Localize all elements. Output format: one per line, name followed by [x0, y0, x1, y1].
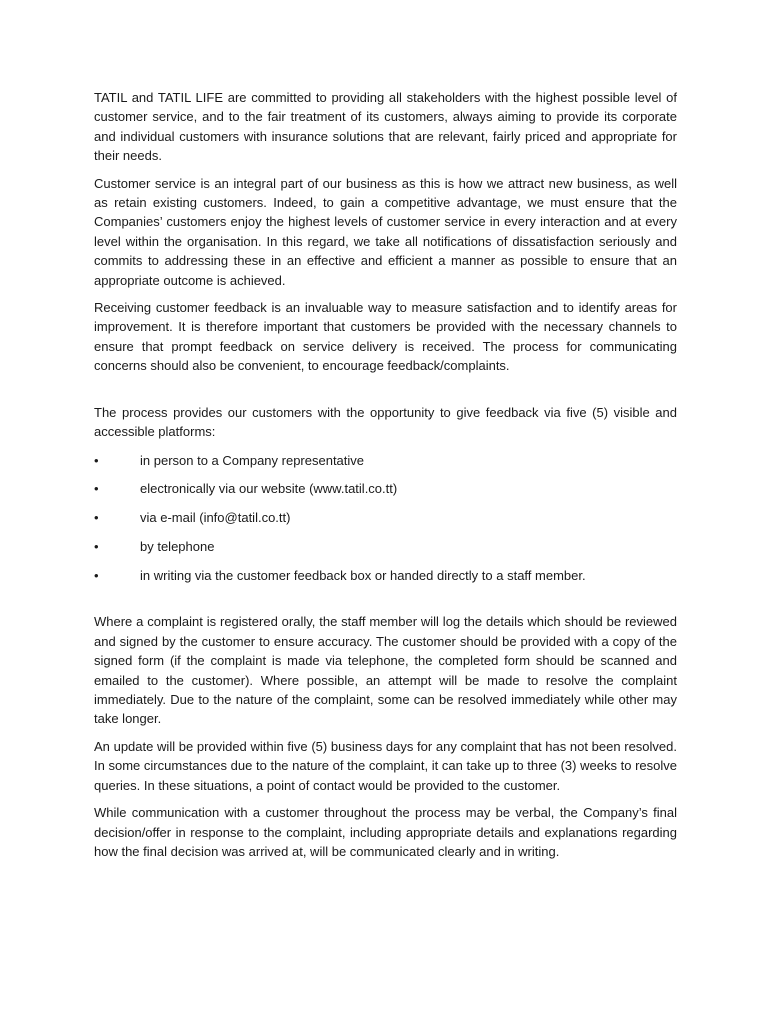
- paragraph-oral-complaint: Where a complaint is registered orally, the staff member will log the details which should be reviewed and signed by the customer to ensure accuracy. The customer should be provided with a copy of the signed form (if the complaint is made via telephone, the completed form should be scanned and emailed to the customer). Where possible, an attempt will be made to resolve the complaint immediately. Due to the nature of the complaint, some can be resolved immediately while other may take longer.: [94, 614, 677, 727]
- list-item: [94, 451, 677, 470]
- platform-telephone: by telephone: [140, 539, 215, 555]
- document-page: [94, 88, 677, 861]
- paragraph-final-decision: While communication with a customer throughout the process may be verbal, the Company’s final decision/offer in response to the complaint, including appropriate details and explanations regarding how the final decision was arrived at, will be communicated clearly and in writing.: [94, 805, 677, 859]
- paragraph-customer-service: Customer service is an integral part of our business as this is how we attract new business, as well as retain existing customers. Indeed, to gain a competitive advantage, we must ensure that the Companies’ customers enjoy the highest levels of customer service in every interaction and at every level within the organisation. In this regard, we take all notifications of dissatisfaction seriously and commits to addressing these in an effective and efficient a manner as possible to ensure that an appropriate outcome is achieved.: [94, 175, 677, 288]
- platform-writing: in writing via the customer feedback box or handed directly to a staff member.: [140, 568, 586, 584]
- bullet-icon: •: [94, 539, 99, 555]
- platform-email: via e-mail (info@tatil.co.tt): [140, 510, 291, 526]
- paragraph-commitment: TATIL and TATIL LIFE are committed to providing all stakeholders with the highest possible level of customer service, and to the fair treatment of its customers, always aiming to provide its corporate and individual customers with insurance solutions that are relevant, fairly priced and appropriate for their needs.: [94, 90, 677, 164]
- paragraph-feedback: Receiving customer feedback is an invaluable way to measure satisfaction and to identify areas for improvement. It is therefore important that customers be provided with the necessary channels to ensure that prompt feedback on service delivery is received. The process for communicating concerns should also be convenient, to encourage feedback/complaints.: [94, 300, 677, 374]
- list-item: [94, 566, 677, 585]
- list-item: [94, 479, 677, 498]
- paragraph-update: An update will be provided within five (5) business days for any complaint that has not been resolved. In some circumstances due to the nature of the complaint, it can take up to three (3) weeks to resolve queries. In these situations, a point of contact would be provided to the customer.: [94, 738, 677, 793]
- platforms-list: [94, 451, 677, 586]
- bullet-icon: •: [94, 481, 99, 497]
- platform-in-person: in person to a Company representative: [140, 452, 365, 468]
- bullet-icon: •: [94, 452, 99, 468]
- paragraph-process-intro: The process provides our customers with the opportunity to give feedback via five (5) visible and accessible platforms:: [94, 404, 677, 440]
- list-item: [94, 537, 677, 556]
- platform-website: electronically via our website (www.tatil.co.tt): [140, 481, 398, 497]
- list-item: [94, 508, 677, 527]
- bullet-icon: •: [94, 568, 99, 584]
- bullet-icon: •: [94, 510, 99, 526]
